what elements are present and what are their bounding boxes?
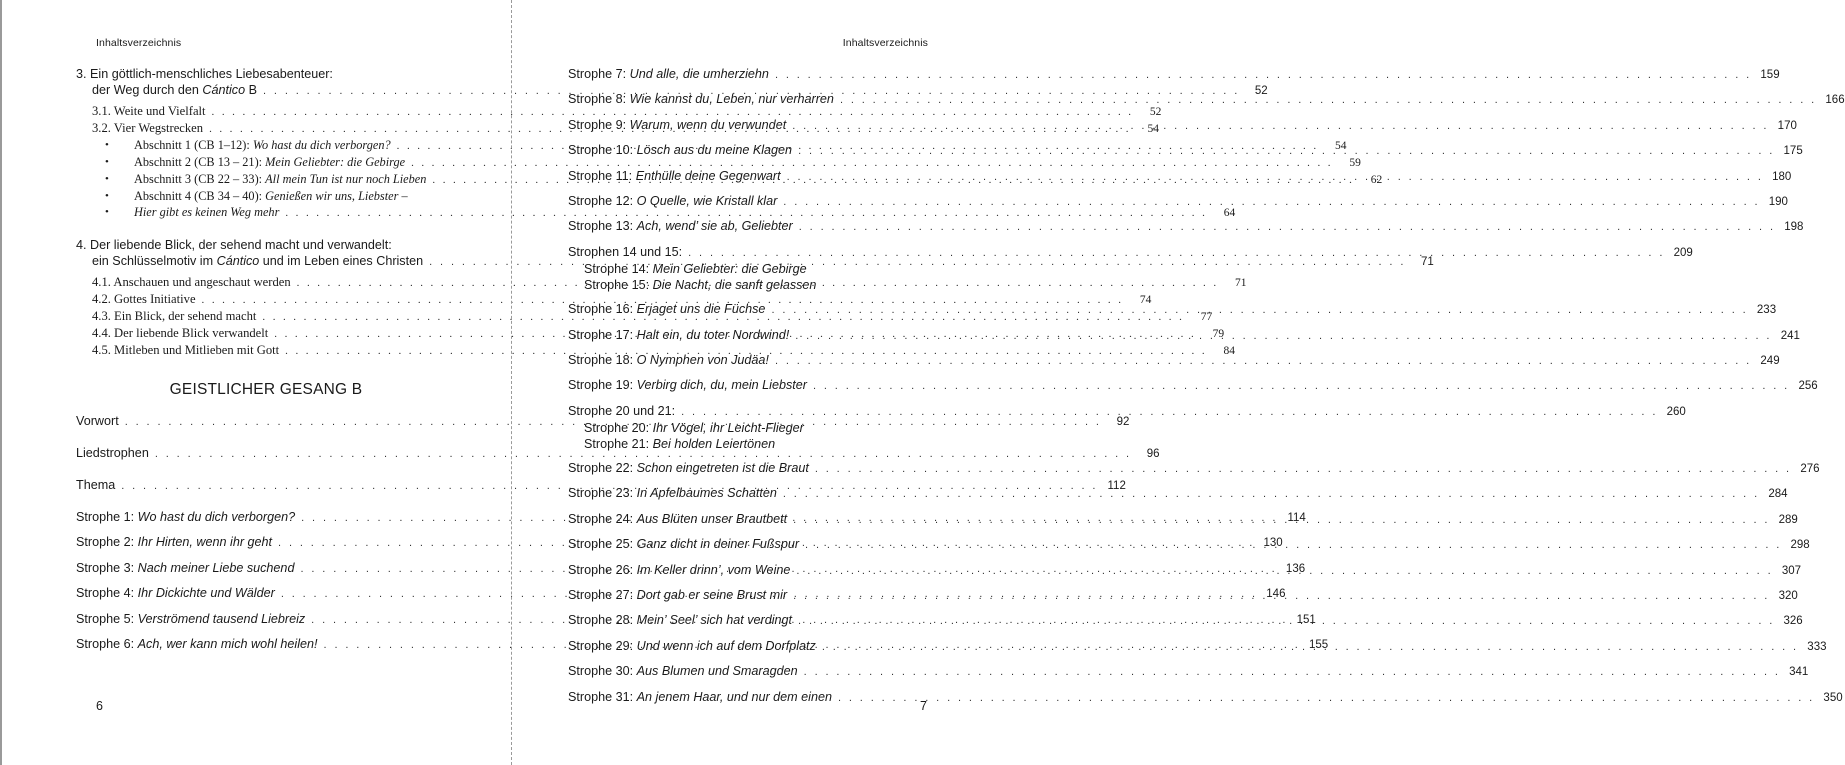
toc-entry-line: Strophe 11: Enthülle deine Gegenwart . . . 180 (568, 168, 948, 185)
dot-leader (813, 378, 1790, 394)
dot-leader (787, 169, 1764, 185)
toc-entry (568, 663, 1809, 680)
page-ref: 289 (1778, 513, 1798, 526)
page-ref: 170 (1777, 119, 1797, 132)
toc-entry-line: Strophe 13: Ach, wend’ sie ab, Geliebter . . . 198 (568, 218, 948, 235)
toc-subentry: Strophe 15: Die Nacht, die sanft gelassen (584, 277, 817, 292)
toc-entry-line: Strophe 19: Verbirg dich, du, mein Liebster . . . 256 (568, 377, 948, 394)
toc-entry-line: Strophe 9: Warum, wenn du verwundet . . . 170 (568, 117, 948, 134)
toc-entry (568, 218, 1804, 235)
page-ref: 175 (1783, 145, 1803, 158)
page-ref: 307 (1781, 564, 1802, 577)
toc-entry (568, 485, 1788, 502)
toc-entry: Strophe 6: Ach, wer kann mich wohl heilen! . . . 155 (76, 636, 456, 653)
toc-entry: Thema . . . 112 (76, 477, 456, 494)
toc-entry: Strophe 5: Verströmend tausend Liebreiz . . . 151 (76, 611, 456, 628)
toc-entry-line: Strophe 7: Und alle, die umherziehn . . . 159 (568, 66, 948, 83)
toc-entry: Strophe 1: Wo hast du dich verborgen? . . . 114 (76, 509, 456, 526)
toc-entry: Strophe 4: Ihr Dickichte und Wälder . . . 146 (76, 585, 456, 602)
page-ref: 180 (1772, 170, 1792, 183)
toc-subentry: 4.3. Ein Blick, der sehend macht . . . 77 (76, 308, 456, 325)
toc-subentry: Strophe 20: Ihr Vögel, ihr Leicht-Flieger (584, 420, 804, 435)
toc-entry-line: Strophe 20 und 21: . . . 260 (568, 403, 948, 420)
toc-subentry: 4.4. Der liebende Blick verwandelt . . . 79 (76, 325, 456, 342)
chapter-4-title-line2: ein Schlüsselmotiv im Cántico und im Leben eines Christen . . . 71 (76, 253, 456, 270)
dot-leader (798, 613, 1775, 629)
page-ref: 276 (1800, 463, 1820, 476)
section-heading: GEISTLICHER GESANG B (169, 381, 363, 398)
page-ref: 260 (1666, 405, 1686, 418)
toc-entry-line: Strophe 18: O Nymphen von Judäa! . . . 249 (568, 352, 948, 369)
page-ref: 284 (1768, 488, 1788, 501)
dot-leader (783, 486, 1760, 502)
toc-entry-line: Strophe 31: An jenem Haar, und nur dem einen . . . 350 (568, 689, 948, 706)
dot-leader (681, 404, 1658, 420)
toc-subentry: 3.1. Weite und Vielfalt . . . 52 (76, 103, 456, 120)
section-item: • Abschnitt 4 (CB 34 – 40): Genießen wir uns, Liebster – (118, 188, 456, 204)
chapter-3-title: 3. Ein göttlich-menschliches Liebesabenteuer: (76, 67, 333, 81)
toc-subentry: 4.2. Gottes Initiative . . . 74 (76, 291, 456, 308)
toc-entry-line: Strophe 17: Halt ein, du toter Nordwind! . . . 241 (568, 327, 948, 344)
toc-subentry: 4.5. Mitleben und Mitlieben mit Gott . . . 84 (76, 342, 456, 359)
running-head: Inhaltsverzeichnis (96, 37, 182, 49)
dot-leader (798, 143, 1775, 159)
toc-entry (568, 377, 1818, 394)
page-ref: 298 (1790, 539, 1810, 552)
running-head: Inhaltsverzeichnis (842, 37, 928, 49)
page-ref: 333 (1807, 640, 1827, 653)
toc-entry-line: Strophe 27: Dort gab er seine Brust mir . . . 320 (568, 587, 948, 604)
dot-leader (795, 328, 1772, 344)
dot-leader (815, 461, 1792, 477)
toc-entry (568, 142, 1803, 159)
section-item: • Abschnitt 3 (CB 22 – 33): All mein Tun ist nur noch Lieben . . . 62 (118, 171, 456, 188)
dot-leader (796, 563, 1773, 579)
dot-leader (793, 588, 1770, 604)
chapter-4-title: 4. Der liebende Blick, der sehend macht und verwandelt: (76, 238, 392, 252)
toc-entry-line: Strophe 12: O Quelle, wie Kristall klar . . . 190 (568, 193, 948, 210)
dot-leader (783, 194, 1760, 210)
toc-subentry: 4.1. Anschauen und angeschaut werden . . . 71 (76, 274, 456, 291)
dot-leader (775, 67, 1752, 83)
toc-entry-line: Strophe 10: Lösch aus du meine Klagen . . . 175 (568, 142, 948, 159)
dot-leader (799, 219, 1776, 235)
page-ref: 350 (1823, 691, 1843, 704)
toc-entry (568, 352, 1780, 369)
toc-entry-line: Strophe 22: Schon eingetreten ist die Braut . . . 276 (568, 460, 948, 477)
toc-entry-line: Strophe 16: Erjaget uns die Füchse . . . 233 (568, 301, 948, 318)
dot-leader (771, 302, 1748, 318)
page-ref: 190 (1768, 195, 1788, 208)
toc-entry-line: Strophe 23: In Apfelbaumes Schatten . . . 284 (568, 485, 948, 502)
page-ref: 326 (1783, 615, 1803, 628)
page-ref: 52 (1254, 85, 1268, 97)
page-ref: 341 (1789, 666, 1809, 679)
page-ref: 209 (1673, 246, 1693, 259)
toc-entry (568, 460, 1820, 477)
toc-entry-line: Strophe 26: Im Keller drinn’, vom Weine . . . 307 (568, 562, 948, 579)
toc-entry: Strophe 2: Ihr Hirten, wenn ihr geht . . . 130 (76, 534, 456, 551)
dot-leader (793, 512, 1770, 528)
toc-entry (568, 66, 1780, 83)
section-item-continuation: • Hier gibt es keinen Weg mehr . . . 64 (118, 204, 456, 221)
page-ref: 256 (1798, 380, 1818, 393)
toc-subentry: 3.2. Vier Wegstrecken . . . 54 (76, 120, 456, 137)
toc-entry-line: Strophe 28: Mein’ Seel’ sich hat verdingt . . . 326 (568, 612, 948, 629)
toc-entry (568, 689, 1843, 706)
toc-entry-line: Strophe 29: Und wenn ich auf dem Dorfplatz . . . 333 (568, 638, 948, 655)
page-ref: 249 (1760, 354, 1780, 367)
dot-leader (822, 639, 1799, 655)
toc-entry: Strophe 3: Nach meiner Liebe suchend . . . 136 (76, 560, 456, 577)
page-number: 6 (96, 699, 103, 713)
page-ref: 198 (1784, 221, 1804, 234)
page-ref: 159 (1760, 69, 1780, 81)
dot-leader (688, 245, 1665, 261)
toc-entry (568, 193, 1788, 210)
toc-subentry: Strophe 14: Mein Geliebter: die Gebirge (584, 261, 807, 276)
dot-leader (805, 537, 1782, 553)
dot-leader (840, 92, 1817, 108)
toc-entry: Vorwort . . . 92 (76, 413, 456, 430)
page-ref: 320 (1778, 590, 1798, 603)
page-ref: 166 (1825, 94, 1845, 107)
toc-entry-line: Strophen 14 und 15: . . . 209 (568, 244, 948, 261)
toc-entry-line: Strophe 25: Ganz dicht in deiner Fußspur . . . 298 (568, 536, 948, 553)
chapter-3-title-line2: der Weg durch den Cántico B . . . 52 (76, 82, 456, 99)
toc-entry-line: Strophe 8: Wie kannst du, Leben, nur verharren . . . 166 (568, 91, 948, 108)
dot-leader (838, 690, 1815, 706)
toc-entry-line: Strophe 24: Aus Blüten unser Brautbett . . . 289 (568, 511, 948, 528)
toc-entry-line: Strophe 30: Aus Blumen und Smaragden . . . 341 (568, 663, 948, 680)
page-number: 7 (920, 699, 927, 713)
dot-leader (792, 118, 1769, 134)
toc-subentry: Strophe 21: Bei holden Leiertönen (584, 436, 776, 451)
dot-leader (775, 353, 1752, 369)
toc-entry: Liedstrophen . . . 96 (76, 445, 456, 462)
section-item: • Abschnitt 1 (CB 1–12): Wo hast du dich verborgen? . . . 54 (118, 137, 456, 154)
dot-leader (804, 664, 1781, 680)
page-ref: 241 (1780, 329, 1800, 342)
toc-entry (568, 301, 1777, 318)
page-ref: 233 (1756, 304, 1777, 317)
section-item: • Abschnitt 2 (CB 13 – 21): Mein Geliebter: die Gebirge . . . 59 (118, 154, 456, 171)
